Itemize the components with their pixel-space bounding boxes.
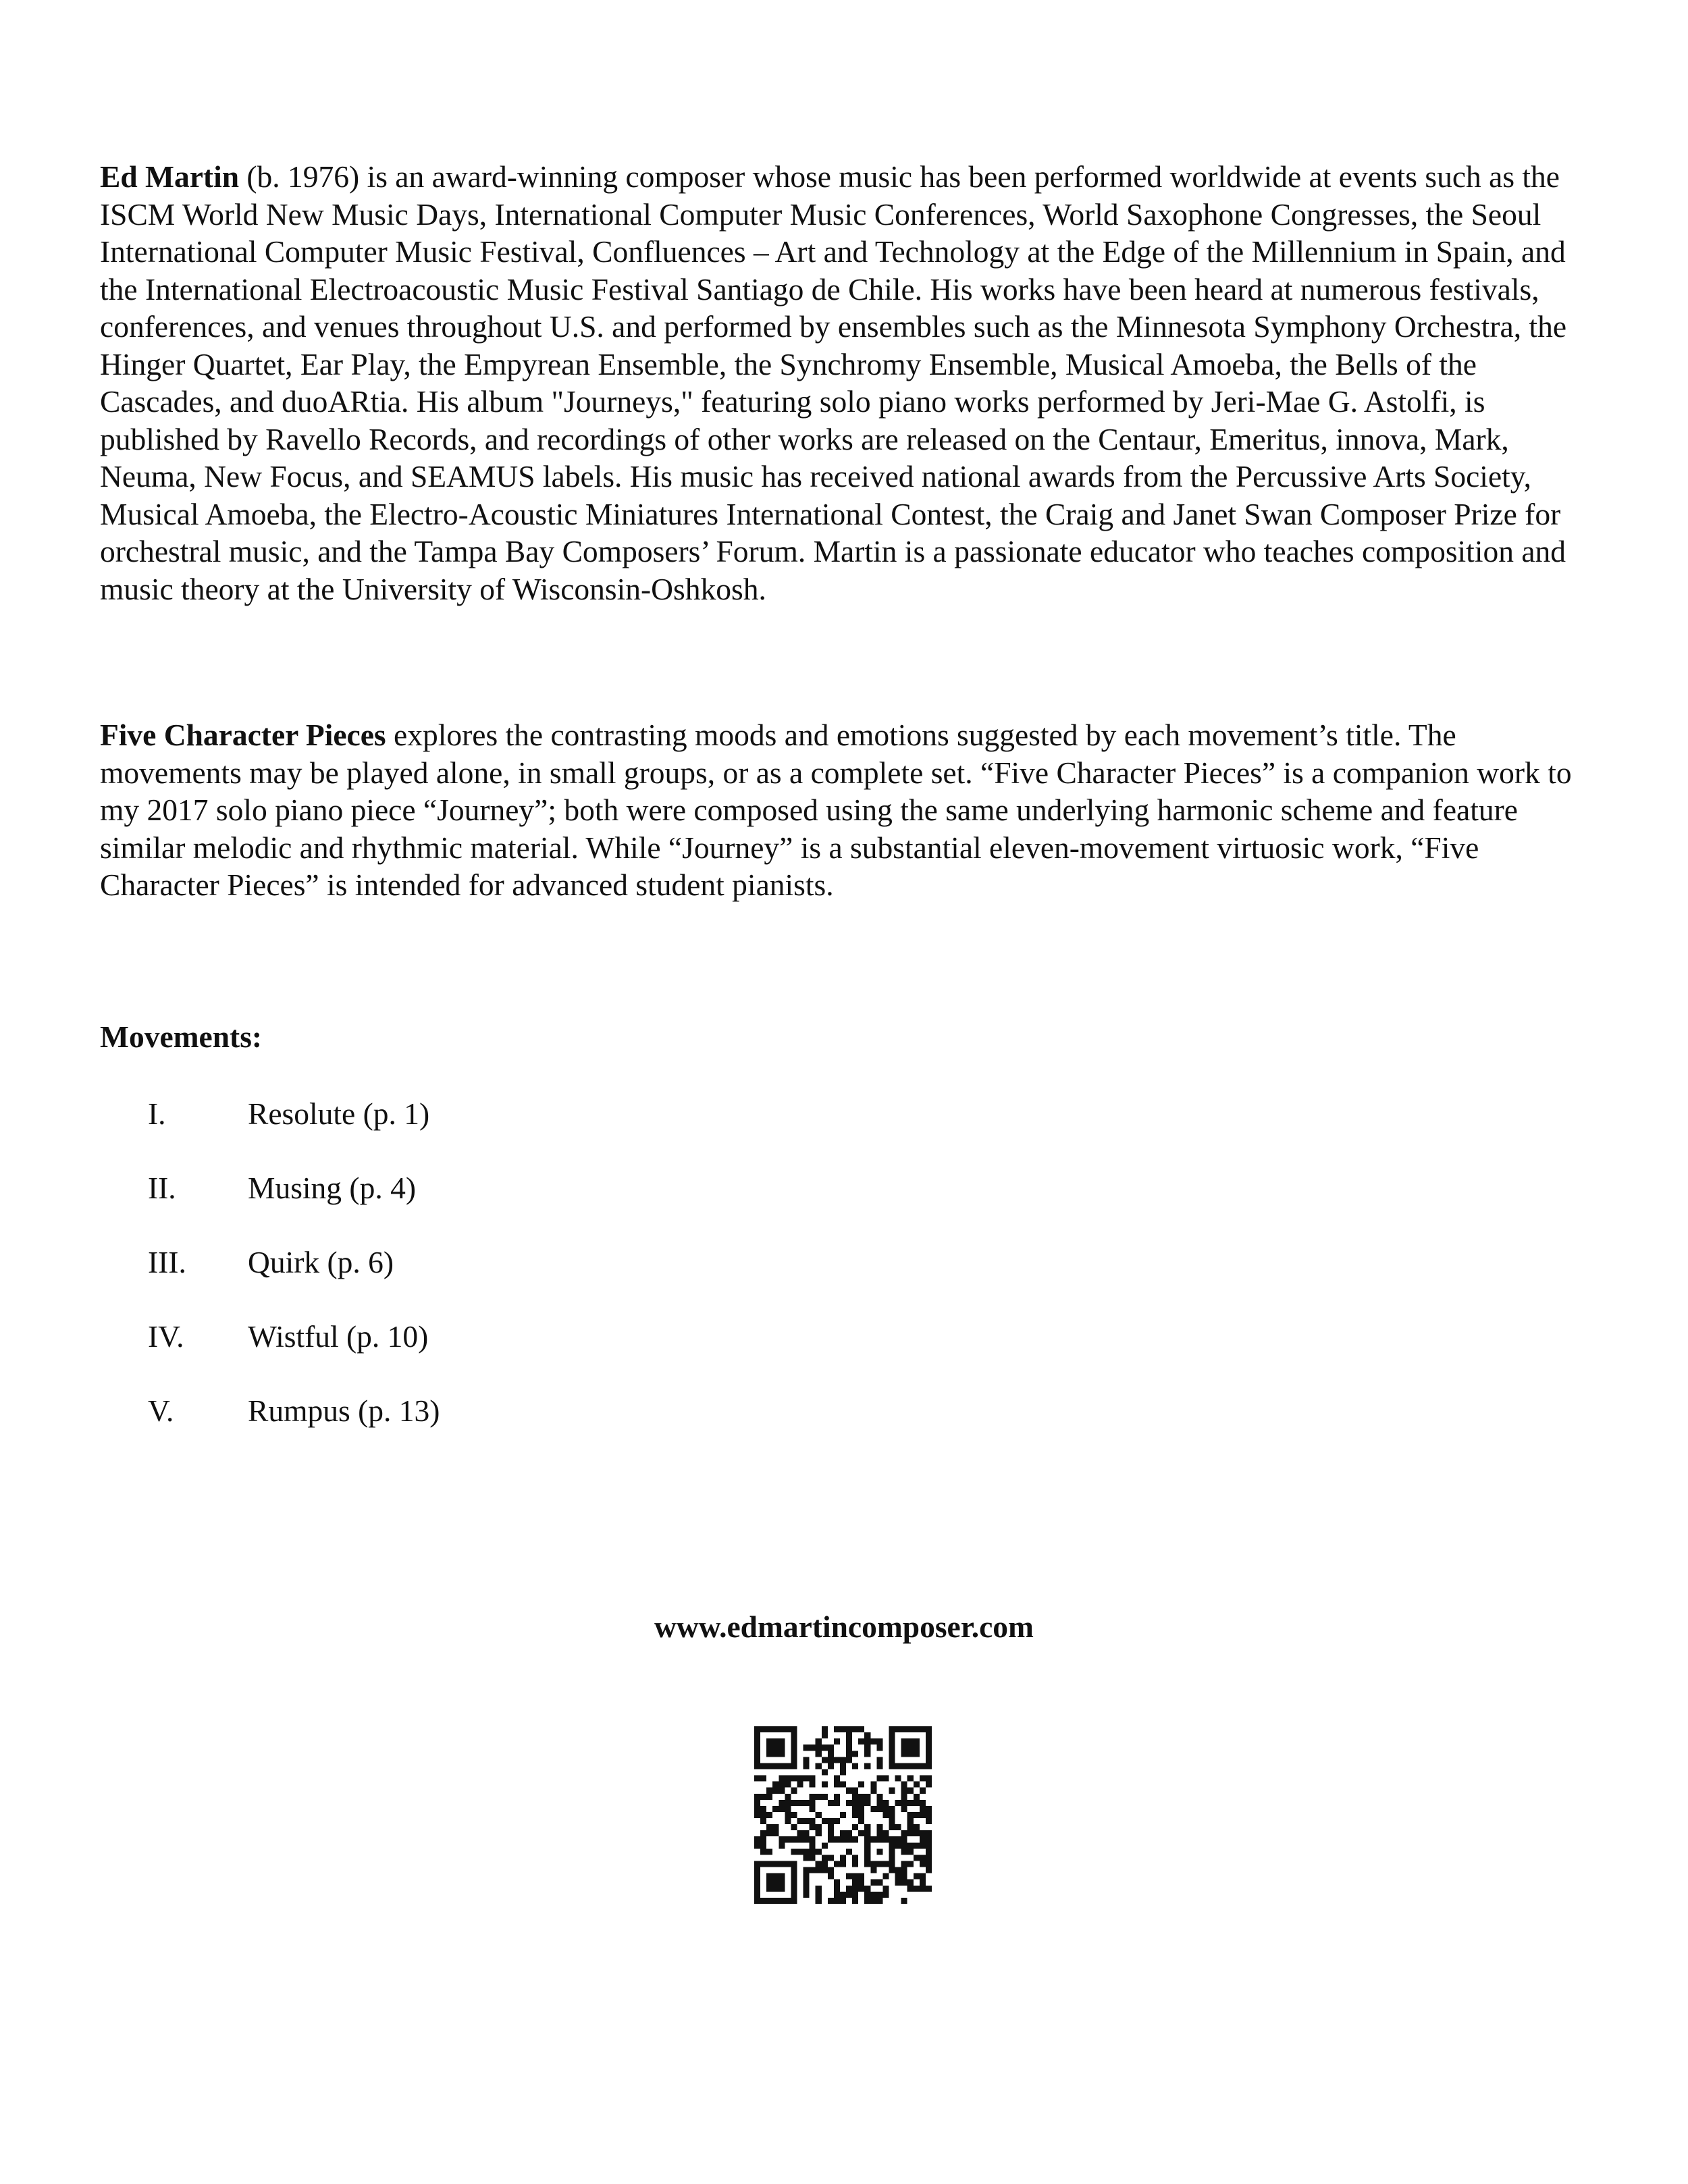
work-title: Five Character Pieces bbox=[100, 718, 386, 752]
movement-item bbox=[0, 1244, 810, 1281]
composer-biography bbox=[100, 158, 1595, 608]
movement-title: Quirk (p. 6) bbox=[248, 1245, 394, 1279]
movement-item bbox=[0, 1169, 810, 1207]
movement-item bbox=[0, 1392, 810, 1430]
movement-item bbox=[0, 1095, 810, 1133]
movements-heading: Movements: bbox=[100, 1019, 263, 1054]
movement-title: Musing (p. 4) bbox=[248, 1171, 416, 1205]
program-note-text: explores the contrasting moods and emotions suggested by each movement’s title. The movements may be played alone, in small groups, or as a complete set. “Five Character Pieces” is a companion work to my 2017 solo piano piece “Journey”; both were composed using the same underlying harmonic scheme and feature similar melodic and rhythmic material. While “Journey” is a substantial eleven-movement virtuosic work, “Five Character Pieces” is intended for advanced student pianists. bbox=[100, 718, 1572, 902]
movement-number: I. bbox=[148, 1096, 166, 1131]
movement-number: II. bbox=[148, 1171, 176, 1205]
movement-number: III. bbox=[148, 1245, 186, 1279]
composer-name: Ed Martin bbox=[100, 159, 240, 194]
movement-number: IV. bbox=[148, 1319, 184, 1354]
movement-title: Rumpus (p. 13) bbox=[248, 1393, 440, 1428]
qr-code-icon[interactable] bbox=[754, 1726, 932, 1904]
qr-code-graphic bbox=[754, 1726, 932, 1904]
movement-item bbox=[0, 1318, 810, 1356]
program-note bbox=[100, 716, 1595, 904]
biography-text: (b. 1976) is an award-winning composer whose music has been performed worldwide at events such as the ISCM World New Music Days, International Computer Music Conferences, World Saxophone Congresses, the Seoul International Computer Music Festival, Confluences – Art and Technology at the Edge of the Millennium in Spain, and the International Electroacoustic Music Festival Santiago de Chile. His works have been heard at numerous festivals, conferences, and venues throughout U.S. and performed by ensembles such as the Minnesota Symphony Orchestra, the Hinger Quartet, Ear Play, the Empyrean Ensemble, the Synchromy Ensemble, Musical Amoeba, the Bells of the Cascades, and duoARtia. His album "Journeys," featuring solo piano works performed by Jeri-Mae G. Astolfi, is published by Ravello Records, and recordings of other works are released on the Centaur, Emeritus, innova, Mark, Neuma, New Focus, and SEAMUS labels. His music has received national awards from the Percussive Arts Society, Musical Amoeba, the Electro-Acoustic Miniatures International Contest, the Craig and Janet Swan Composer Prize for orchestral music, and the Tampa Bay Composers’ Forum. Martin is a passionate educator who teaches composition and music theory at the University of Wisconsin-Oshkosh. bbox=[100, 159, 1567, 606]
movement-number: V. bbox=[148, 1393, 174, 1428]
movement-title: Resolute (p. 1) bbox=[248, 1096, 430, 1131]
website-link[interactable]: www.edmartincomposer.com bbox=[654, 1609, 1034, 1644]
movement-title: Wistful (p. 10) bbox=[248, 1319, 429, 1354]
